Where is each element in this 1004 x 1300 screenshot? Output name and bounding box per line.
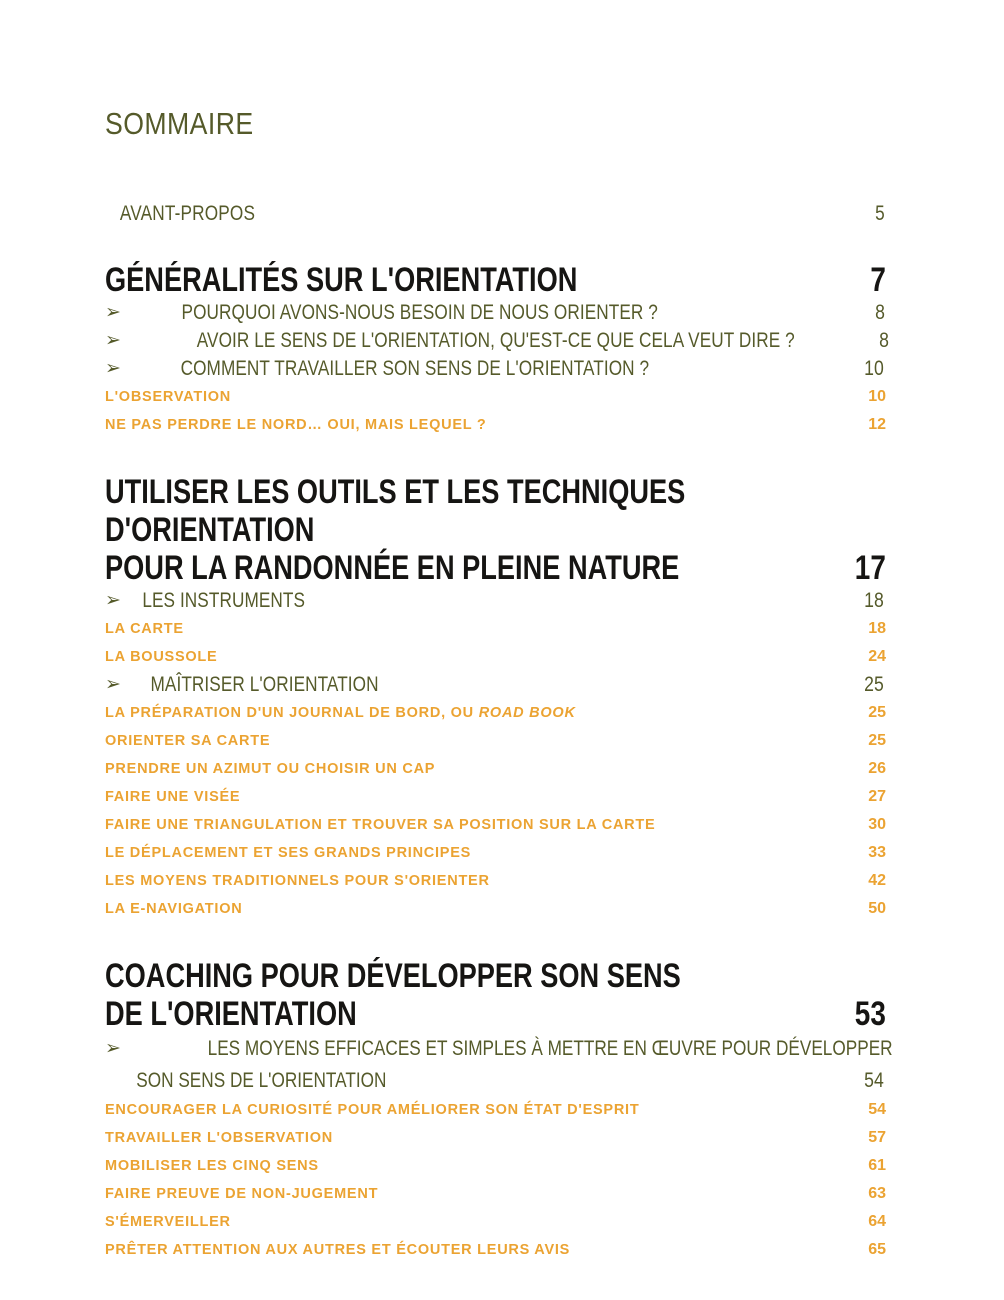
toc-entry[interactable] xyxy=(105,1236,886,1264)
toc-entry-page-number: 18 xyxy=(868,620,886,637)
toc-entry-page-number: 64 xyxy=(868,1213,886,1230)
toc-entry[interactable] xyxy=(105,587,886,615)
toc-entry-page-number: 8 xyxy=(878,328,889,352)
section-heading-label xyxy=(105,473,692,587)
toc-entry-label: S'ÉMERVEILLER xyxy=(105,1214,231,1230)
toc-entry-label: LA BOUSSOLE xyxy=(105,649,218,665)
toc-entry[interactable] xyxy=(105,1096,886,1124)
toc-entry-label: MOBILISER LES CINQ SENS xyxy=(105,1158,319,1174)
toc-entry[interactable] xyxy=(105,867,886,895)
toc-entry-label-italic: ROAD BOOK xyxy=(478,705,576,721)
toc-entry-page-number: 27 xyxy=(868,788,886,805)
section-heading-label: COACHING POUR DÉVELOPPER SON SENS DE L'ORIENTATION xyxy=(105,957,681,1033)
toc-entry[interactable] xyxy=(105,355,886,383)
arrow-bullet-icon: ➢ xyxy=(105,1038,121,1059)
toc-entry[interactable] xyxy=(105,755,886,783)
toc-entry-label: ORIENTER SA CARTE xyxy=(105,733,271,749)
arrow-bullet-icon: ➢ xyxy=(105,358,122,379)
toc-entry[interactable] xyxy=(105,811,886,839)
toc-entry[interactable] xyxy=(105,299,886,327)
toc-entry[interactable] xyxy=(105,727,886,755)
toc-entry-label: FAIRE UNE TRIANGULATION ET TROUVER SA POSITION SUR LA CARTE xyxy=(105,817,656,833)
toc-entry-label-main: LA PRÉPARATION D'UN JOURNAL DE BORD, OU xyxy=(105,705,479,721)
toc-entry-label: NE PAS PERDRE LE NORD… OUI, MAIS LEQUEL ? xyxy=(105,417,487,433)
toc-entry-page-number: 18 xyxy=(864,588,884,612)
toc-entry-page-number: 8 xyxy=(875,300,885,324)
toc-entry-label: TRAVAILLER L'OBSERVATION xyxy=(105,1130,333,1146)
toc-entry[interactable] xyxy=(105,1124,886,1152)
toc-entry-page-number: 10 xyxy=(868,388,886,405)
toc-entry-page-number: 24 xyxy=(868,648,886,665)
toc-entry-page-number: 25 xyxy=(868,704,886,721)
page-title: SOMMAIRE xyxy=(105,106,254,141)
arrow-bullet-icon: ➢ xyxy=(105,302,122,323)
toc-entry-page-number: 12 xyxy=(868,416,886,433)
toc-entry[interactable] xyxy=(105,383,886,411)
toc-entry[interactable] xyxy=(105,699,886,727)
toc-entry-page-number: 63 xyxy=(868,1185,886,1202)
arrow-bullet-icon: ➢ xyxy=(105,590,122,611)
toc-entry-label: MAÎTRISER L'ORIENTATION xyxy=(150,672,379,696)
section-heading-utiliser-les-outils[interactable] xyxy=(105,473,886,587)
toc-entry-label: LA CARTE xyxy=(105,621,184,637)
section-heading-line1: UTILISER LES OUTILS ET LES TECHNIQUES D'ORIENTATION xyxy=(105,473,686,549)
section-heading-generalites[interactable] xyxy=(105,261,886,299)
section-heading-page-number: 7 xyxy=(870,261,886,299)
toc-entry-label: LES MOYENS EFFICACES ET SIMPLES À METTRE EN ŒUVRE POUR DÉVELOPPER xyxy=(207,1036,893,1060)
toc-entry-label: POURQUOI AVONS-NOUS BESOIN DE NOUS ORIENTER ? xyxy=(181,300,658,324)
toc-entry[interactable] xyxy=(105,1208,886,1236)
toc-entry[interactable] xyxy=(105,327,889,355)
toc-entry-page-number: 50 xyxy=(868,900,886,917)
toc-entry[interactable] xyxy=(105,615,886,643)
toc-entry-page-number: 25 xyxy=(864,672,884,696)
toc-entry-label: COMMENT TRAVAILLER SON SENS DE L'ORIENTATION ? xyxy=(180,356,650,380)
toc-entry-page-number: 30 xyxy=(868,816,886,833)
toc-entry-page-number: 25 xyxy=(868,732,886,749)
toc-entry-wrapped[interactable] xyxy=(105,1033,893,1096)
section-heading-page-number: 53 xyxy=(854,995,886,1033)
toc-entry-label: LES MOYENS TRADITIONNELS POUR S'ORIENTER xyxy=(105,873,490,889)
toc-entry[interactable] xyxy=(105,1180,886,1208)
toc-entry-page-number: 5 xyxy=(875,202,885,225)
toc-entry-label: PRÊTER ATTENTION AUX AUTRES ET ÉCOUTER LEURS AVIS xyxy=(105,1242,571,1258)
toc-entry[interactable] xyxy=(105,783,886,811)
toc-entry-line-2 xyxy=(105,1065,886,1096)
toc-entry-label: LE DÉPLACEMENT ET SES GRANDS PRINCIPES xyxy=(105,845,472,861)
section-heading-label: GÉNÉRALITÉS SUR L'ORIENTATION xyxy=(105,261,578,299)
toc-entry[interactable] xyxy=(105,839,886,867)
toc-entry-page-number: 42 xyxy=(868,872,886,889)
spacer xyxy=(105,923,886,957)
toc-entry-label: PRENDRE UN AZIMUT OU CHOISIR UN CAP xyxy=(105,761,436,777)
toc-entry-line-1 xyxy=(105,1033,893,1065)
toc-entry-page-number: 65 xyxy=(868,1241,886,1258)
toc-entry[interactable] xyxy=(105,895,886,923)
toc-entry-page-number: 33 xyxy=(868,844,886,861)
toc-entry-label: L'OBSERVATION xyxy=(105,389,231,405)
toc-entry-label: AVOIR LE SENS DE L'ORIENTATION, QU'EST-CE QUE CELA VEUT DIRE ? xyxy=(196,328,795,352)
toc-entry-page-number: 54 xyxy=(868,1101,886,1118)
toc-entry-page-number: 61 xyxy=(868,1157,886,1174)
spacer xyxy=(105,227,886,261)
toc-entry-label: LES INSTRUMENTS xyxy=(142,588,306,612)
toc-entry[interactable] xyxy=(105,643,886,671)
section-heading-coaching[interactable] xyxy=(105,957,886,1033)
toc-entry-label: ENCOURAGER LA CURIOSITÉ POUR AMÉLIORER SON ÉTAT D'ESPRIT xyxy=(105,1102,640,1118)
toc-entry[interactable] xyxy=(105,1152,886,1180)
toc-entry-label: FAIRE UNE VISÉE xyxy=(105,789,241,805)
toc-entry[interactable] xyxy=(105,411,886,439)
toc-entry-label xyxy=(105,700,576,727)
toc-entry-page-number: 57 xyxy=(868,1129,886,1146)
section-heading-line2: POUR LA RANDONNÉE EN PLEINE NATURE xyxy=(105,549,680,587)
arrow-bullet-icon: ➢ xyxy=(105,330,122,351)
toc-entry-page-number: 10 xyxy=(864,356,884,380)
toc-entry-label: FAIRE PREUVE DE NON-JUGEMENT xyxy=(105,1186,379,1202)
toc-entry[interactable] xyxy=(105,671,886,699)
spacer xyxy=(105,439,886,473)
section-heading-page-number: 17 xyxy=(854,549,886,587)
toc-entry-page-number: 54 xyxy=(864,1068,884,1092)
toc-entry-label-continued: SON SENS DE L'ORIENTATION xyxy=(136,1068,387,1092)
toc-entry-page-number: 26 xyxy=(868,760,886,777)
toc-entry-label: LA E-NAVIGATION xyxy=(105,901,243,917)
toc-entry-front-matter[interactable] xyxy=(105,201,886,227)
toc-entry-label: AVANT-PROPOS xyxy=(119,202,256,225)
arrow-bullet-icon: ➢ xyxy=(105,674,122,695)
